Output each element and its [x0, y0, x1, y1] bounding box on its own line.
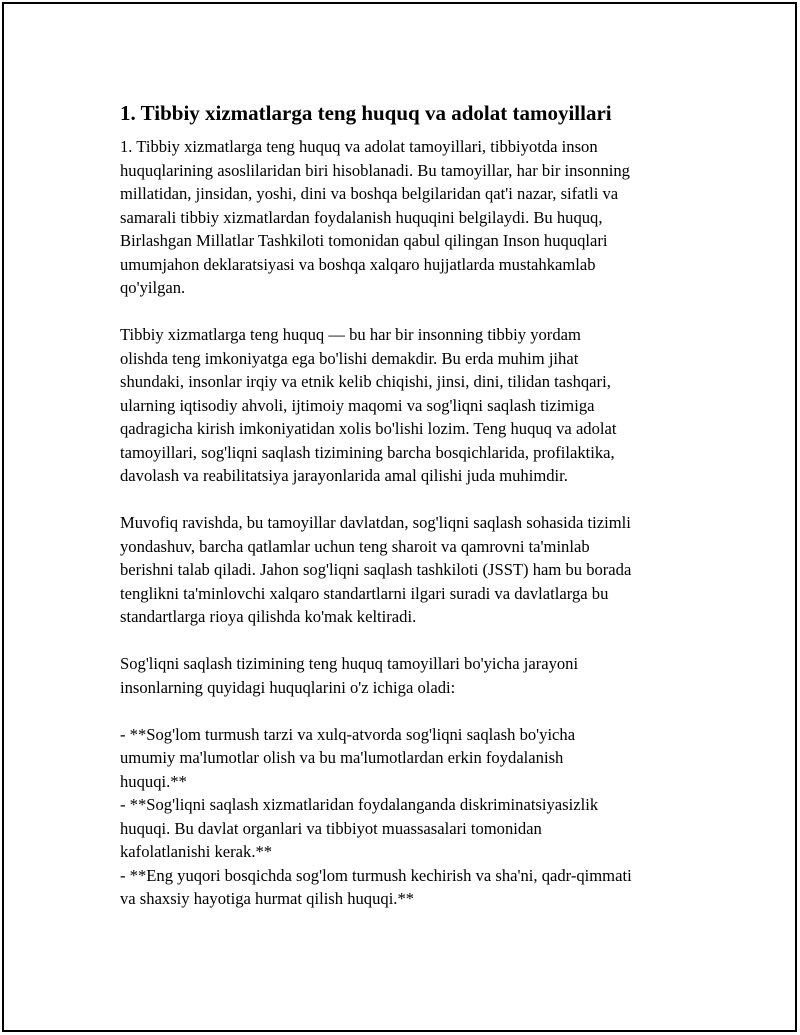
- text-line: Muvofiq ravishda, bu tamoyillar davlatdan, sog'liqni saqlash sohasida tizimli: [120, 513, 631, 532]
- text-line: umumjahon deklaratsiyasi va boshqa xalqaro hujjatlarda mustahkamlab: [120, 254, 596, 274]
- text-line: - **Eng yuqori bosqichda sog'lom turmush kechirish va sha'ni, qadr-qimmati: [120, 865, 632, 885]
- text-line: millatidan, jinsidan, yoshi, dini va boshqa belgilaridan qat'i nazar, sifatli va: [120, 184, 619, 203]
- text-line: - **Sog'liqni saqlash xizmatlaridan foydalanganda diskriminatsiyasizlik: [120, 795, 599, 814]
- paragraph: [120, 511, 700, 629]
- list-item: [120, 864, 700, 911]
- text-line: Birlashgan Millatlar Tashkiloti tomonidan qabul qilingan Inson huquqlari: [120, 231, 608, 250]
- list-item: [120, 793, 700, 864]
- text-line: yondashuv, barcha qatlamlar uchun teng sharoit va qamrovni ta'minlab: [120, 536, 590, 556]
- paragraph-spacer: [120, 629, 700, 653]
- document-content: [120, 100, 700, 911]
- paragraph-spacer: [120, 488, 700, 512]
- text-line: 1. Tibbiy xizmatlarga teng huquq va adolat tamoyillari, tibbiyotda inson: [120, 137, 598, 156]
- paragraph-spacer: [120, 699, 700, 723]
- paragraph: [120, 323, 700, 488]
- text-line: huquqlarining asoslilaridan biri hisoblanadi. Bu tamoyillar, har bir insonning: [120, 160, 630, 180]
- text-line: olishda teng imkoniyatga ega bo'lishi demakdir. Bu erda muhim jihat: [120, 348, 579, 368]
- paragraph: [120, 652, 700, 699]
- text-line: qo'yilgan.: [120, 278, 186, 297]
- text-line: qadragicha kirish imkoniyatidan xolis bo'lishi lozim. Teng huquq va adolat: [120, 419, 617, 438]
- paragraph: [120, 135, 700, 300]
- text-line: samarali tibbiy xizmatlardan foydalanish huquqini belgilaydi. Bu huquq,: [120, 207, 603, 227]
- text-line: umumiy ma'lumotlar olish va bu ma'lumotlardan erkin foydalanish: [120, 748, 564, 767]
- text-line: tenglikni ta'minlovchi xalqaro standartlarni ilgari suradi va davlatlarga bu: [120, 583, 609, 603]
- text-line: - **Sog'lom turmush tarzi va xulq-atvorda sog'liqni saqlash bo'yicha: [120, 724, 576, 744]
- text-line: standartlarga rioya qilishda ko'mak keltiradi.: [120, 607, 417, 626]
- text-line: tamoyillari, sog'liqni saqlash tizimining barcha bosqichlarida, profilaktika,: [120, 442, 615, 462]
- paragraph-spacer: [120, 300, 700, 324]
- text-line: insonlarning quyidagi huquqlarini o'z ichiga oladi:: [120, 677, 456, 697]
- text-line: berishni talab qiladi. Jahon sog'liqni saqlash tashkiloti (JSST) ham bu borada: [120, 560, 632, 579]
- document-page: [2, 2, 797, 1032]
- text-line: ularning iqtisodiy ahvoli, ijtimoiy maqomi va sog'liqni saqlash tizimiga: [120, 395, 595, 415]
- list-item: [120, 723, 700, 794]
- text-line: davolash va reabilitatsiya jarayonlarida amal qilishi juda muhimdir.: [120, 466, 568, 485]
- text-line: kafolatlanishi kerak.**: [120, 842, 273, 861]
- document-heading: 1. Tibbiy xizmatlarga teng huquq va adolat tamoyillari: [120, 101, 612, 125]
- list: [120, 723, 700, 911]
- text-line: Tibbiy xizmatlarga teng huquq — bu har bir insonning tibbiy yordam: [120, 325, 581, 344]
- text-line: shundaki, insonlar irqiy va etnik kelib chiqishi, jinsi, dini, tilidan tashqari,: [120, 372, 611, 391]
- text-line: huquqi.**: [120, 771, 187, 791]
- text-line: huquqi. Bu davlat organlari va tibbiyot muassasalari tomonidan: [120, 818, 542, 838]
- text-line: Sog'liqni saqlash tizimining teng huquq tamoyillari bo'yicha jarayoni: [120, 654, 579, 673]
- text-line: va shaxsiy hayotiga hurmat qilish huquqi.**: [120, 889, 415, 908]
